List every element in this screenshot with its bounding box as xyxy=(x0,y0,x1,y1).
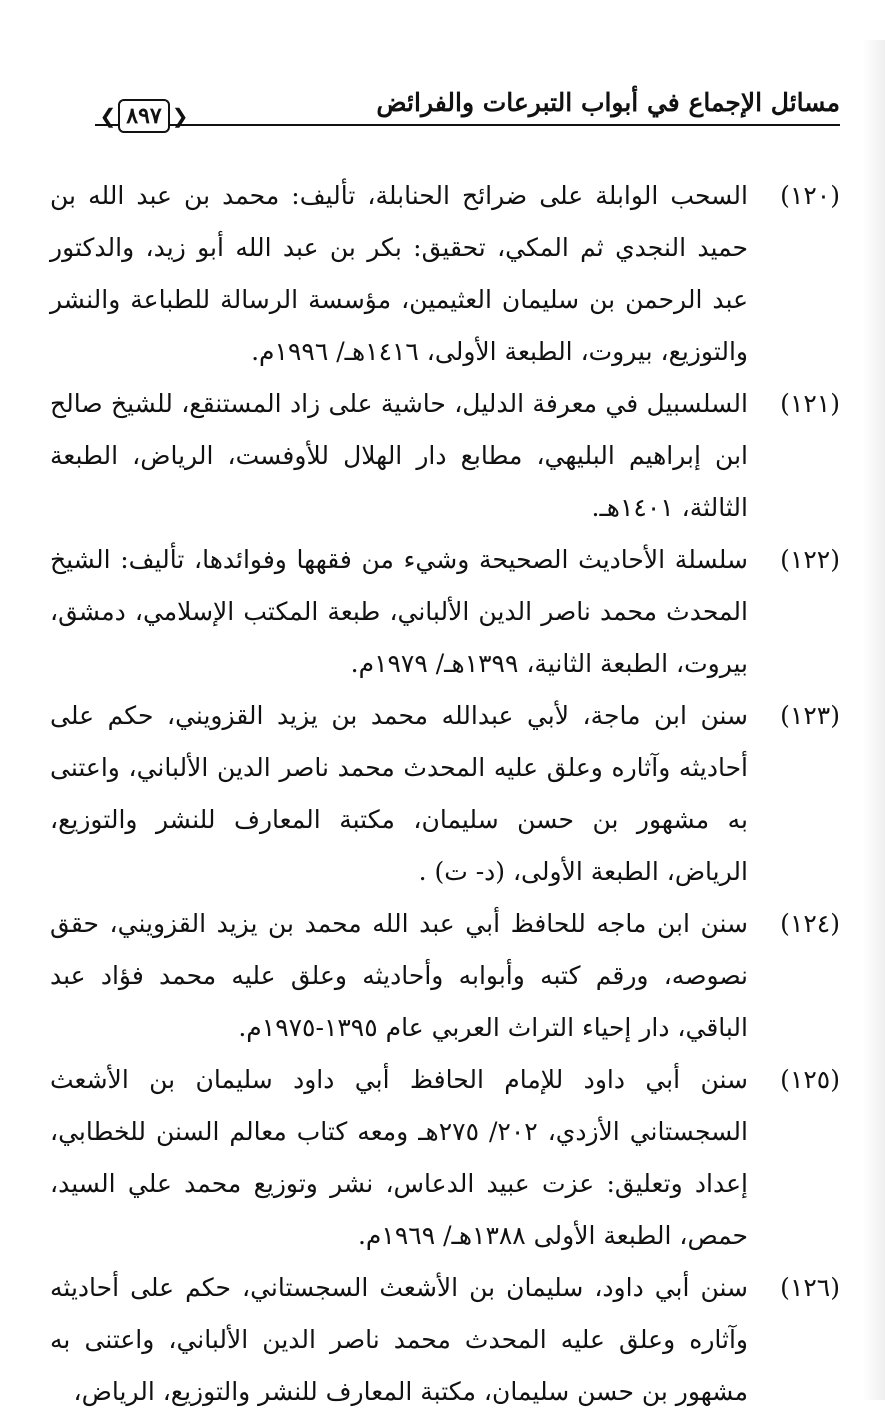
ornament-right-icon: ❯ xyxy=(171,104,189,128)
bibliography-entry xyxy=(50,534,840,690)
ornament-left-icon: ❮ xyxy=(99,104,117,128)
bibliography-entry xyxy=(50,170,840,378)
bibliography-entry xyxy=(50,1262,840,1418)
entry-text: السحب الوابلة على ضرائح الحنابلة، تأليف: محمد بن عبد الله بن حميد النجدي ثم المكي، تحقيق: بكر بن عبد الله أبو زيد، والدكتور عبد الرحمن بن سليمان العثيمين، مؤسسة الرسالة للطباعة والنشر والتوزيع، بيروت، الطبعة الأولى، ١٤١٦هـ/ ١٩٩٦م. xyxy=(50,181,748,366)
entry-number: (١٢٦) xyxy=(780,1273,840,1302)
entry-number: (١٢١) xyxy=(780,389,840,418)
running-header xyxy=(95,88,840,138)
bibliography-entry xyxy=(50,690,840,898)
entry-number: (١٢٤) xyxy=(780,909,840,938)
entry-number: (١٢٥) xyxy=(780,1065,840,1094)
entry-number: (١٢٠) xyxy=(780,181,840,210)
bibliography-entry xyxy=(50,898,840,1054)
entry-text: سلسلة الأحاديث الصحيحة وشيء من فقهها وفوائدها، تأليف: الشيخ المحدث محمد ناصر الدين الألباني، طبعة المكتب الإسلامي، دمشق، بيروت، الطبعة الثانية، ١٣٩٩هـ/ ١٩٧٩م. xyxy=(50,545,748,678)
entry-text: سنن ابن ماجه للحافظ أبي عبد الله محمد بن يزيد القزويني، حقق نصوصه، ورقم كتبه وأبوابه وأحاديثه وعلق عليه محمد فؤاد عبد الباقي، دار إحياء التراث العربي عام ١٣٩٥-١٩٧٥م. xyxy=(50,909,748,1042)
entry-text: سنن أبي داود للإمام الحافظ أبي داود سليمان بن الأشعث السجستاني الأزدي، ٢٠٢/ ٢٧٥هـ ومعه كتاب معالم السنن للخطابي، إعداد وتعليق: عزت عبيد الدعاس، نشر وتوزيع محمد علي السيد، حمص، الطبعة الأولى ١٣٨٨هـ/ ١٩٦٩م. xyxy=(50,1065,748,1250)
scan-edge-shadow xyxy=(863,40,885,1400)
entry-number: (١٢٣) xyxy=(780,701,840,730)
page-number: ٨٩٧ xyxy=(118,99,169,133)
bibliography-entry xyxy=(50,1054,840,1262)
bibliography-entry xyxy=(50,378,840,534)
entry-text: السلسبيل في معرفة الدليل، حاشية على زاد المستنقع، للشيخ صالح ابن إبراهيم البليهي، مطابع دار الهلال للأوفست، الرياض، الطبعة الثالثة، ١٤٠١هـ. xyxy=(50,389,748,522)
header-rule xyxy=(95,124,840,126)
entry-number: (١٢٢) xyxy=(780,545,840,574)
header-title: مسائل الإجماع في أبواب التبرعات والفرائض xyxy=(370,88,840,117)
page-number-frame xyxy=(99,96,189,136)
entry-text: سنن أبي داود، سليمان بن الأشعث السجستاني، حكم على أحاديثه وآثاره وعلق عليه المحدث محمد ناصر الدين الألباني، واعتنى به مشهور بن حسن سليمان، مكتبة المعارف للنشر والتوزيع، الرياض، xyxy=(50,1273,748,1406)
bibliography-list xyxy=(50,170,840,1418)
entry-text: سنن ابن ماجة، لأبي عبدالله محمد بن يزيد القزويني، حكم على أحاديثه وآثاره وعلق عليه المحدث محمد ناصر الدين الألباني، واعتنى به مشهور بن حسن سليمان، مكتبة المعارف للنشر والتوزيع، الرياض، الطبعة الأولى، (د- ت) . xyxy=(50,701,748,886)
